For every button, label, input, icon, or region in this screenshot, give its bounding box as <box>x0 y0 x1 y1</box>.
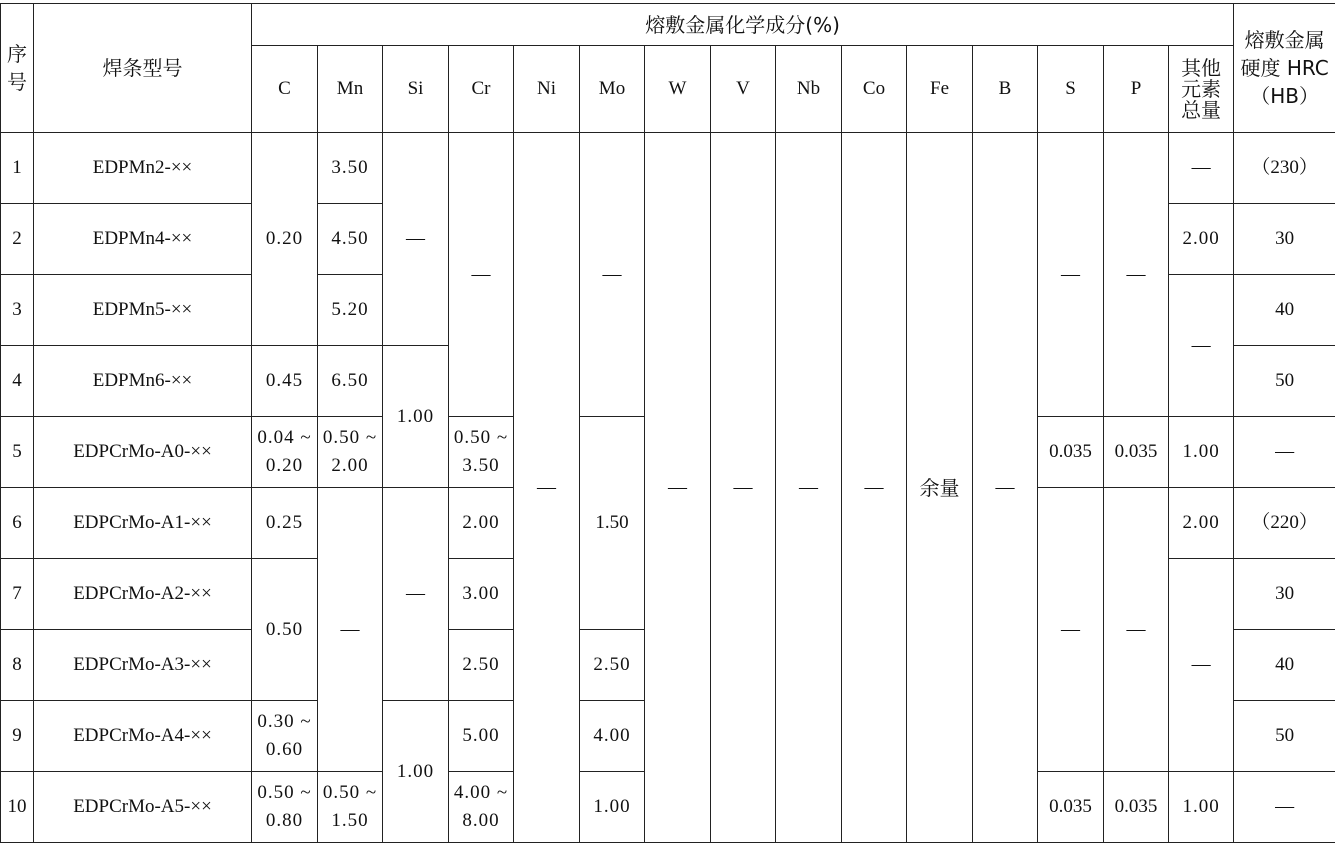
cell-si-r6-8: — <box>383 488 449 701</box>
header-seq-top: 序 <box>1 40 33 68</box>
range-to: 1.50 <box>318 807 382 835</box>
cell-mn: 4.50 <box>318 204 383 275</box>
header-element-w: W <box>645 46 711 133</box>
header-other-total <box>1169 46 1234 133</box>
cell-c: 0.25 <box>252 488 318 559</box>
range-to: 3.50 <box>449 452 513 480</box>
header-seq <box>1 4 34 133</box>
cell-co-all: — <box>842 133 907 843</box>
row-number: 7 <box>1 559 34 630</box>
row-hardness: 30 <box>1234 559 1335 630</box>
row-model: EDPCrMo-A5-×× <box>34 772 252 843</box>
cell-si-r9-10: 1.00 <box>383 701 449 843</box>
row-hardness: （220） <box>1234 488 1335 559</box>
cell-p: 0.035 <box>1104 772 1169 843</box>
header-element-cr: Cr <box>449 46 514 133</box>
cell-c: 0.45 <box>252 346 318 417</box>
header-element-fe: Fe <box>907 46 973 133</box>
cell-mo-r1-4: — <box>580 133 645 417</box>
cell-cr: 2.50 <box>449 630 514 701</box>
header-element-p: P <box>1104 46 1169 133</box>
row-model: EDPMn6-×× <box>34 346 252 417</box>
header-hardness-line-1: 熔敷金属 <box>1234 26 1335 54</box>
cell-mo: 1.00 <box>580 772 645 843</box>
cell-p-r1-4: — <box>1104 133 1169 417</box>
cell-other: — <box>1169 133 1234 204</box>
range-from: 0.50 ~ <box>449 424 513 452</box>
cell-fe-balance: 余量 <box>907 133 973 843</box>
header-element-mn: Mn <box>318 46 383 133</box>
cell-mo: 2.50 <box>580 630 645 701</box>
row-hardness: 50 <box>1234 701 1335 772</box>
cell-p-r6-9: — <box>1104 488 1169 772</box>
row-hardness: — <box>1234 417 1335 488</box>
row-hardness: 30 <box>1234 204 1335 275</box>
range-from: 0.30 ~ <box>252 708 317 736</box>
row-hardness: 50 <box>1234 346 1335 417</box>
row-model: EDPCrMo-A4-×× <box>34 701 252 772</box>
header-hardness-line-3: （HB） <box>1234 82 1335 110</box>
range-from: 0.50 ~ <box>252 779 317 807</box>
header-element-co: Co <box>842 46 907 133</box>
cell-p: 0.035 <box>1104 417 1169 488</box>
cell-s-r1-4: — <box>1038 133 1104 417</box>
row-model: EDPMn2-×× <box>34 133 252 204</box>
row-model: EDPMn5-×× <box>34 275 252 346</box>
table-row <box>1 133 1335 204</box>
row-number: 3 <box>1 275 34 346</box>
cell-mo: 4.00 <box>580 701 645 772</box>
electrode-composition-table <box>0 3 1335 843</box>
cell-other: 2.00 <box>1169 488 1234 559</box>
cell-c-range <box>252 417 318 488</box>
header-hardness-line-2: 硬度 HRC <box>1234 54 1335 82</box>
row-hardness: 40 <box>1234 630 1335 701</box>
cell-mo-r5-7: 1.50 <box>580 417 645 630</box>
row-model: EDPCrMo-A3-×× <box>34 630 252 701</box>
header-other-line-3: 总量 <box>1169 100 1233 121</box>
cell-cr-range <box>449 772 514 843</box>
cell-c-range <box>252 701 318 772</box>
row-number: 10 <box>1 772 34 843</box>
header-element-s: S <box>1038 46 1104 133</box>
header-hardness <box>1234 4 1335 133</box>
cell-c-range <box>252 772 318 843</box>
cell-other-r7-9: — <box>1169 559 1234 772</box>
cell-cr: 3.00 <box>449 559 514 630</box>
cell-v-all: — <box>711 133 776 843</box>
row-number: 1 <box>1 133 34 204</box>
cell-cr-range <box>449 417 514 488</box>
range-from: 0.50 ~ <box>318 779 382 807</box>
row-number: 5 <box>1 417 34 488</box>
row-hardness: — <box>1234 772 1335 843</box>
cell-b-all: — <box>973 133 1038 843</box>
header-composition: 熔敷金属化学成分(%) <box>252 4 1234 46</box>
cell-nb-all: — <box>776 133 842 843</box>
cell-other: 2.00 <box>1169 204 1234 275</box>
cell-ni-all: — <box>514 133 580 843</box>
cell-si-r4-5: 1.00 <box>383 346 449 488</box>
cell-s: 0.035 <box>1038 417 1104 488</box>
cell-other-r3-4: — <box>1169 275 1234 417</box>
cell-c-r1-3: 0.20 <box>252 133 318 346</box>
header-element-v: V <box>711 46 776 133</box>
row-number: 9 <box>1 701 34 772</box>
row-model: EDPCrMo-A1-×× <box>34 488 252 559</box>
header-element-c: C <box>252 46 318 133</box>
header-element-mo: Mo <box>580 46 645 133</box>
header-row-1 <box>1 4 1335 46</box>
cell-cr: 2.00 <box>449 488 514 559</box>
cell-mn-range <box>318 772 383 843</box>
cell-mn: 5.20 <box>318 275 383 346</box>
header-other-line-1: 其他 <box>1169 58 1233 79</box>
cell-other: 1.00 <box>1169 417 1234 488</box>
cell-cr: 5.00 <box>449 701 514 772</box>
row-number: 4 <box>1 346 34 417</box>
cell-cr-r1-4: — <box>449 133 514 417</box>
row-model: EDPCrMo-A0-×× <box>34 417 252 488</box>
cell-mn: 6.50 <box>318 346 383 417</box>
header-element-si: Si <box>383 46 449 133</box>
cell-s: 0.035 <box>1038 772 1104 843</box>
header-other-line-2: 元素 <box>1169 79 1233 100</box>
cell-si-r1-3: — <box>383 133 449 346</box>
row-model: EDPCrMo-A2-×× <box>34 559 252 630</box>
range-to: 0.80 <box>252 807 317 835</box>
range-from: 0.04 ~ <box>252 424 317 452</box>
header-seq-bottom: 号 <box>1 68 33 96</box>
row-number: 2 <box>1 204 34 275</box>
cell-mn-r6-9: — <box>318 488 383 772</box>
range-to: 2.00 <box>318 452 382 480</box>
row-hardness: 40 <box>1234 275 1335 346</box>
cell-s-r6-9: — <box>1038 488 1104 772</box>
cell-w-all: — <box>645 133 711 843</box>
range-to: 0.20 <box>252 452 317 480</box>
row-model: EDPMn4-×× <box>34 204 252 275</box>
header-model: 焊条型号 <box>34 4 252 133</box>
cell-c-r7-8: 0.50 <box>252 559 318 701</box>
cell-mn: 3.50 <box>318 133 383 204</box>
range-to: 0.60 <box>252 736 317 764</box>
row-hardness: （230） <box>1234 133 1335 204</box>
row-number: 6 <box>1 488 34 559</box>
range-from: 0.50 ~ <box>318 424 382 452</box>
row-number: 8 <box>1 630 34 701</box>
header-element-nb: Nb <box>776 46 842 133</box>
range-from: 4.00 ~ <box>449 779 513 807</box>
header-element-b: B <box>973 46 1038 133</box>
cell-mn-range <box>318 417 383 488</box>
cell-other: 1.00 <box>1169 772 1234 843</box>
range-to: 8.00 <box>449 807 513 835</box>
header-element-ni: Ni <box>514 46 580 133</box>
